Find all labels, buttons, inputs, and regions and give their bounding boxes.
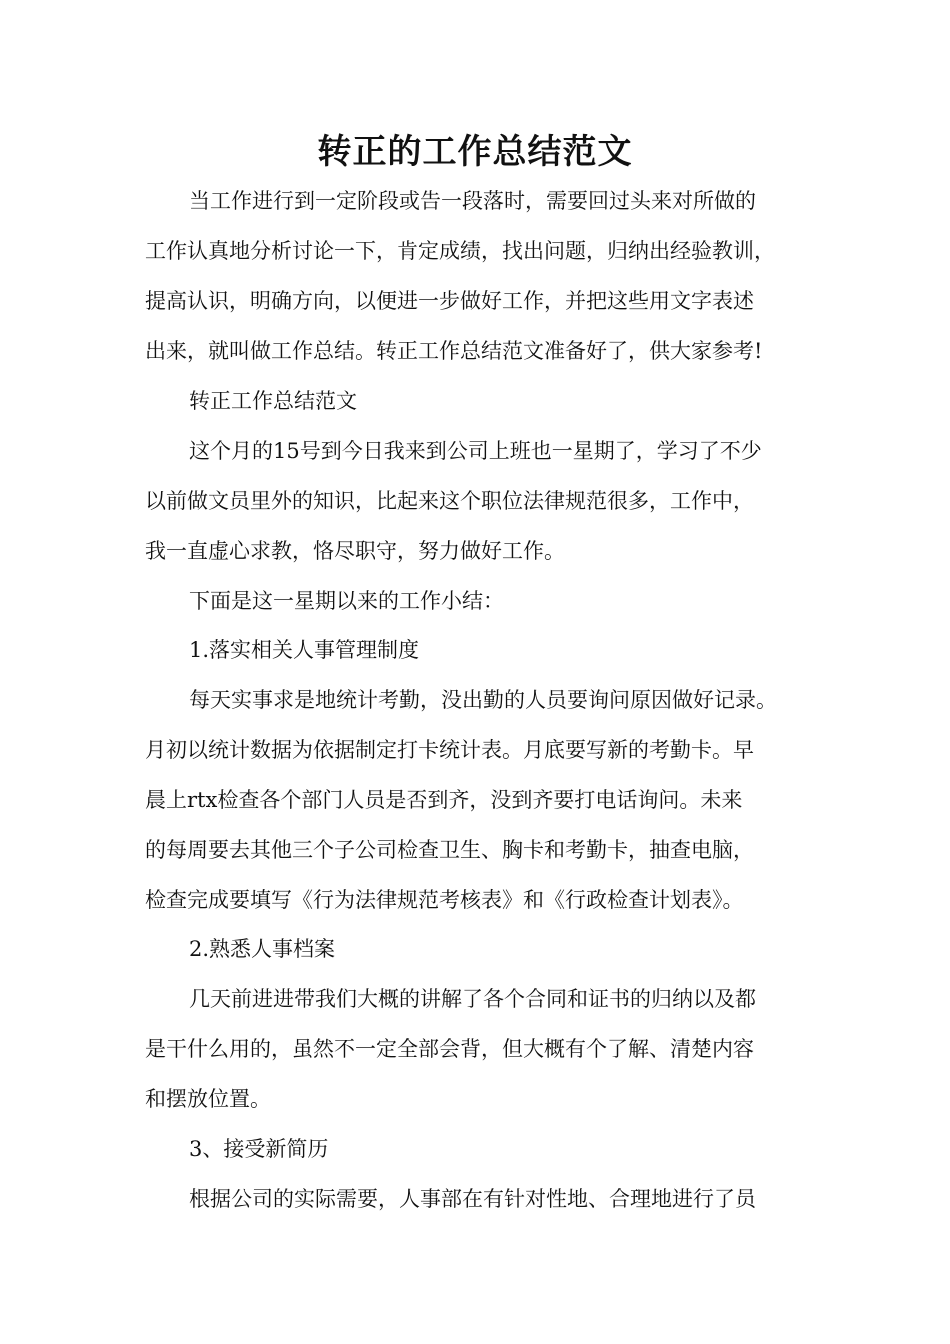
section-heading: 转正工作总结范文	[189, 389, 357, 413]
paragraph-line: 和摆放位置。	[145, 1087, 271, 1111]
paragraph-line: 晨上rtx检查各个部门人员是否到齐，没到齐要打电话询问。未来	[145, 788, 743, 812]
paragraph-line: 的每周要去其他三个子公司检查卫生、胸卡和考勤卡，抽查电脑，	[145, 838, 754, 862]
paragraph-line: 当工作进行到一定阶段或告一段落时，需要回过头来对所做的	[189, 189, 756, 213]
paragraph-line: 每天实事求是地统计考勤，没出勤的人员要询问原因做好记录。	[189, 688, 777, 712]
list-heading: 1.落实相关人事管理制度	[189, 638, 420, 662]
paragraph-line: 工作认真地分析讨论一下，肯定成绩，找出问题，归纳出经验教训，	[145, 239, 775, 263]
list-heading: 2.熟悉人事档案	[189, 937, 336, 961]
paragraph-line: 这个月的15号到今日我来到公司上班也一星期了，学习了不少	[189, 439, 762, 463]
paragraph-line: 几天前进进带我们大概的讲解了各个合同和证书的归纳以及都	[189, 987, 756, 1011]
document-title: 转正的工作总结范文	[317, 132, 633, 172]
paragraph-line: 根据公司的实际需要，人事部在有针对性地、合理地进行了员	[189, 1187, 756, 1211]
paragraph-line: 我一直虚心求教，恪尽职守，努力做好工作。	[145, 539, 565, 563]
list-heading: 3、接受新简历	[189, 1137, 329, 1161]
paragraph-line: 是干什么用的，虽然不一定全部会背，但大概有个了解、清楚内容	[145, 1037, 754, 1061]
paragraph-line: 检查完成要填写《行为法律规范考核表》和《行政检查计划表》。	[145, 888, 744, 912]
paragraph-line: 以前做文员里外的知识，比起来这个职位法律规范很多，工作中，	[145, 489, 754, 513]
paragraph-line: 月初以统计数据为依据制定打卡统计表。月底要写新的考勤卡。早	[145, 738, 754, 762]
paragraph-line: 提高认识，明确方向，以便进一步做好工作，并把这些用文字表述	[145, 289, 754, 313]
paragraph-line: 下面是这一星期以来的工作小结：	[189, 589, 504, 613]
paragraph-line: 出来，就叫做工作总结。转正工作总结范文准备好了，供大家参考!	[145, 339, 763, 363]
